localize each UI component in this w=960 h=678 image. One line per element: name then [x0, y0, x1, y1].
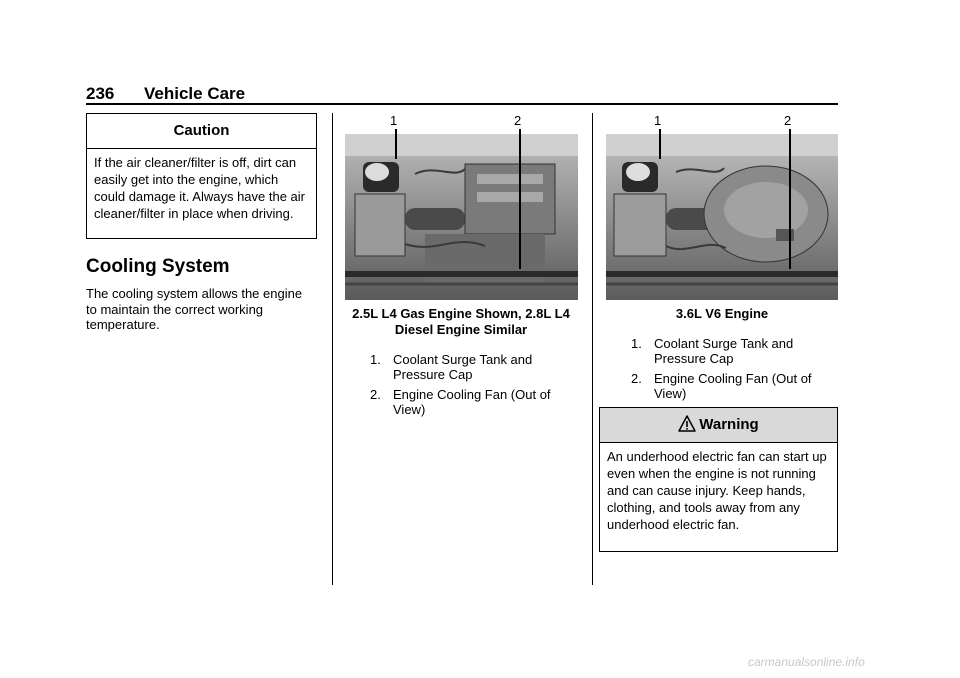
figure-right-list	[631, 336, 831, 406]
callout-1: 1	[390, 113, 398, 128]
cooling-system-title: Cooling System	[86, 256, 230, 277]
leader-line-2	[519, 129, 521, 269]
engine-bay-illustration	[345, 134, 578, 300]
figure-left-caption: 2.5L L4 Gas Engine Shown, 2.8L L4 Diesel Engine Similar	[352, 306, 570, 337]
callout-1: 1	[654, 113, 662, 128]
list-item: 2. Engine Cooling Fan (Out of View)	[370, 387, 551, 417]
page-number: 236	[86, 84, 115, 103]
warning-heading	[600, 408, 837, 443]
list-item: 2. Engine Cooling Fan (Out of View)	[631, 371, 812, 401]
warning-text: An underhood electric fan can start up even when the engine is not running and can cause injury. Keep hands, clothing, and tools away from any underhood electric fan.	[607, 449, 827, 532]
figure-left-list	[370, 352, 570, 422]
engine-bay-illustration	[606, 134, 838, 300]
callout-2: 2	[784, 113, 792, 128]
watermark: carmanualsonline.info	[748, 655, 865, 669]
engine-figure-right	[606, 113, 838, 300]
cooling-system-text: The cooling system allows the engine to maintain the correct working temperature.	[86, 286, 303, 332]
list-item: 1. Coolant Surge Tank and Pressure Cap	[370, 352, 533, 382]
list-item: 1. Coolant Surge Tank and Pressure Cap	[631, 336, 794, 366]
caution-heading: Caution	[87, 114, 316, 149]
warning-box	[599, 407, 838, 552]
leader-line-2	[789, 129, 791, 269]
warning-exclamation-icon	[678, 415, 696, 432]
engine-figure-left	[345, 113, 578, 300]
figure-right-caption: 3.6L V6 Engine	[675, 306, 769, 321]
engine-photo-right	[606, 134, 838, 300]
column-divider-left	[332, 113, 333, 585]
leader-line-1	[395, 129, 397, 159]
warning-heading-text: Warning	[699, 416, 759, 433]
callout-2: 2	[514, 113, 522, 128]
header-rule	[86, 103, 838, 105]
section-title-header: Vehicle Care	[144, 84, 246, 103]
caution-text: If the air cleaner/filter is off, dirt can easily get into the engine, which could damage it. Always have the air cleaner/filter in place when driving.	[94, 155, 306, 221]
leader-line-1	[659, 129, 661, 159]
engine-photo-left	[345, 134, 578, 300]
caution-box	[86, 113, 317, 239]
column-divider-right	[592, 113, 593, 585]
